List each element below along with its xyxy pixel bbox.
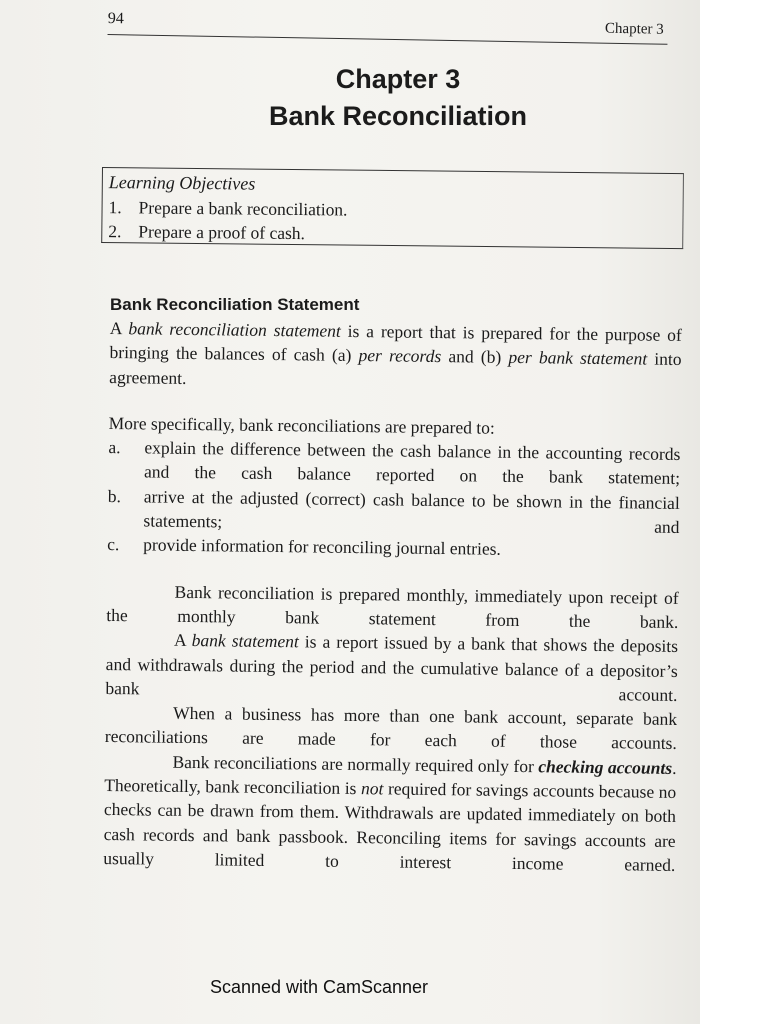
objective-text: Prepare a bank reconciliation. [138,197,348,220]
intro-paragraph [109,316,682,396]
objective-number: 1. [108,197,122,218]
page-number: 94 [107,9,124,28]
paragraph [103,749,676,877]
body-text [103,316,682,877]
list-text: arrive at the adjusted (correct) cash balance to be shown in the financial statements; and [143,486,680,538]
chapter-title: Bank Reconciliation [268,101,528,131]
term-checking-accounts: checking accounts [538,756,673,778]
list-item [108,435,681,491]
list-marker: b. [107,485,122,506]
purpose-lead: More specifically, bank reconciliations are prepared to: [108,412,495,438]
objective-number: 2. [108,221,122,242]
intro-text: and (b) [448,346,502,368]
para-text: A [173,630,186,651]
section-heading: Bank Reconciliation Statement [110,295,360,314]
objective-text: Prepare a proof of cash. [138,221,306,244]
list-marker: a. [108,437,121,458]
list-text: provide information for reconciling journal entries. [143,534,501,560]
intro-text: A [109,317,122,339]
term-bank-reconciliation-statement: bank reconciliation statement [128,318,341,341]
para-text: . Theoretically, bank reconciliation is [104,757,677,799]
para-text: is a report issued by a bank that shows the deposits and withdrawals during the period and the cumulative balance of a depositor’s bank account. [105,631,679,705]
paragraph [105,627,678,707]
intro-text: into agreement. [109,348,682,388]
chapter-number: Chapter 3 [335,64,461,94]
intro-text: is a report that is prepared for the purpose of bringing the balances of cash (a) [109,320,682,366]
learning-objectives-box [101,167,684,249]
scanner-watermark: Scanned with CamScanner [209,977,429,997]
list-text: explain the difference between the cash balance in the accounting records and the cash balance reported on the bank statement; [143,437,681,489]
emphasis-not: not [360,778,384,799]
objectives-heading: Learning Objectives [108,172,256,194]
objective-item [108,197,347,221]
paragraph: Bank reconciliation is prepared monthly, immediately upon receipt of the monthly bank statement from the bank. [106,581,679,632]
paragraph: When a business has more than one bank account, separate bank reconciliations are made for each of those accounts. [104,702,678,754]
term-per-bank-statement: per bank statement [508,347,648,369]
running-header [108,8,668,45]
para-text: Bank reconciliations are normally required only for [172,751,534,776]
list-item [107,484,680,540]
term-bank-statement: bank statement [191,630,299,652]
running-title: Chapter 3 [604,20,664,38]
term-per-records: per records [358,345,442,367]
list-marker: c. [107,534,120,555]
para-text: required for savings accounts because no checks can be drawn from them. Withdrawals are updated immediately on both cash records and bank passbook. Reconciling items for savings accounts are usually limited to interest income earned. [103,778,677,875]
objective-item [108,221,305,244]
